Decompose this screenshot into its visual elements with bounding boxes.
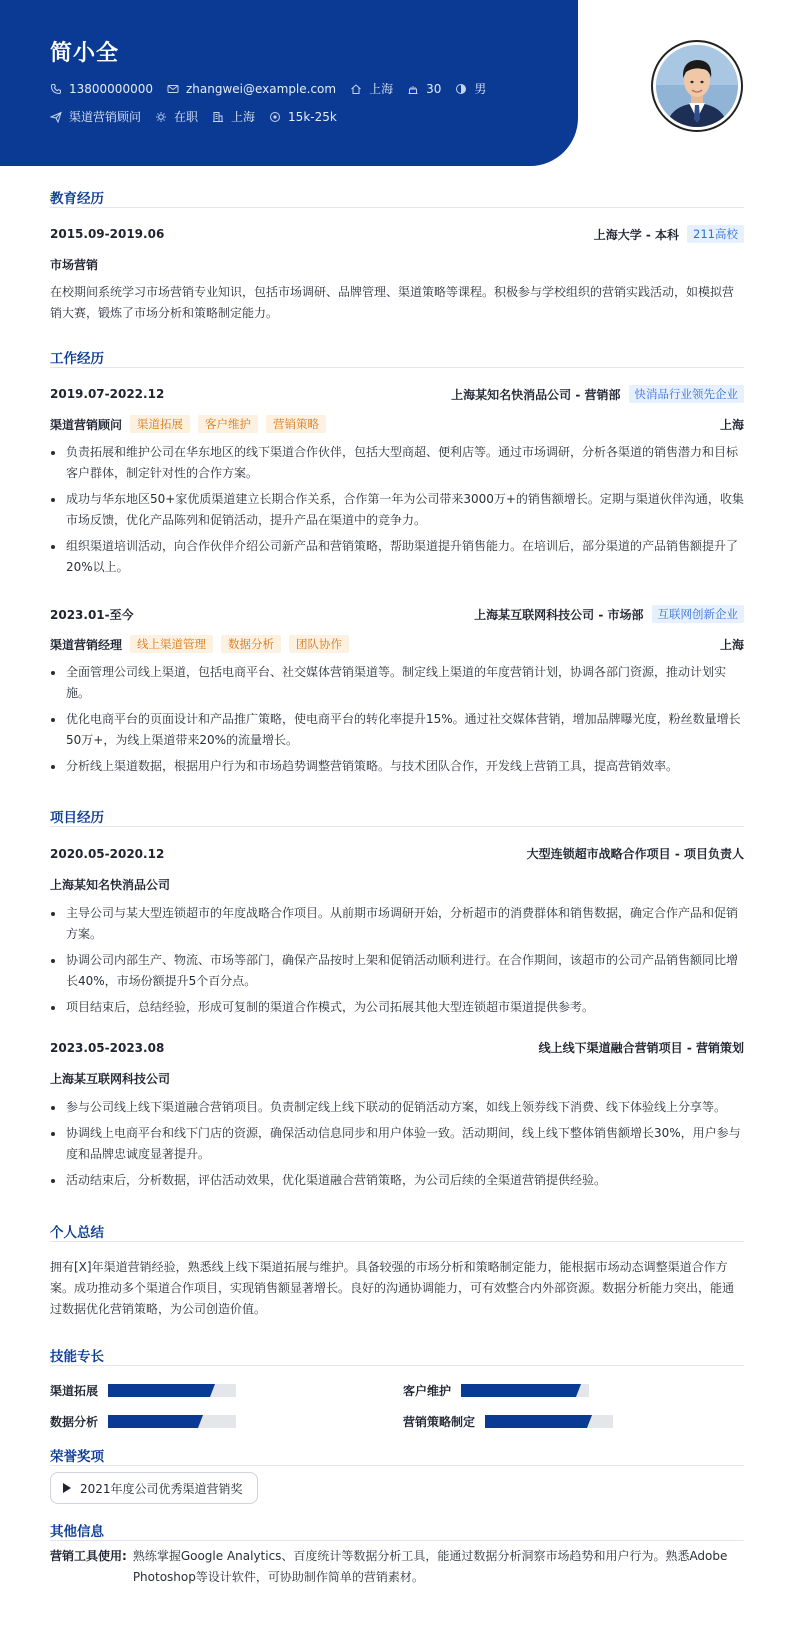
contact-phone [50, 82, 153, 96]
work-position: 渠道营销经理 [50, 637, 123, 652]
section-title-skills: 技能专长 [50, 1349, 104, 1365]
skill-name: 渠道拓展 [50, 1384, 99, 1398]
list-item: 主导公司与某大型连锁超市的年度战略合作项目。从前期市场调研开始，分析超市的消费群体和销售数据，确定合作产品和促销方案。 [50, 903, 744, 945]
contact-row [50, 80, 500, 97]
other-label: 营销工具使用: [50, 1549, 127, 1563]
list-item: 成功与华东地区50+家优质渠道建立长期合作关系，合作第一年为公司带来3000万+的销售额增长。定期与渠道伙伴沟通，收集市场反馈，优化产品陈列和促销活动，提升产品在渠道中的竞争力。 [50, 489, 744, 531]
age-text: 30 [426, 81, 442, 96]
phone-text: 13800000000 [69, 81, 153, 96]
work-company: 上海某互联网科技公司 - 市场部 [474, 607, 644, 622]
work-header-row [50, 605, 744, 623]
contact-city [350, 80, 393, 97]
candidate-name: 简小全 [50, 41, 120, 66]
section-title-projects: 项目经历 [50, 810, 104, 826]
education-school-group [594, 225, 744, 243]
work-city: 上海 [719, 637, 744, 652]
work-company-group [474, 605, 744, 623]
avatar [651, 40, 743, 132]
project-org: 上海某互联网科技公司 [50, 1072, 171, 1086]
list-item: 负责拓展和维护公司在华东地区的线下渠道合作伙伴，包括大型商超、便利店等。通过市场调研，分析各渠道的销售潜力和目标客户群体，制定针对性的合作方案。 [50, 442, 744, 484]
work-bullet-list [50, 662, 744, 782]
home-icon [350, 83, 362, 95]
section-title-work: 工作经历 [50, 351, 104, 367]
work-position-group [50, 415, 326, 433]
section-title-summary: 个人总结 [50, 1225, 104, 1241]
work-tag: 线上渠道管理 [130, 635, 213, 653]
list-item: 协调线上电商平台和线下门店的资源，确保活动信息同步和用户体验一致。活动期间，线上线下整体销售额增长30%，用户参与度和品牌忠诚度显著提升。 [50, 1123, 744, 1165]
education-description: 在校期间系统学习市场营销专业知识，包括市场调研、品牌管理、渠道策略等课程。积极参与学校组织的营销实践活动，如模拟营销大赛，锻炼了市场分析和策略制定能力。 [50, 285, 735, 320]
skill-bar-fill [108, 1415, 198, 1428]
work-position-row [50, 415, 744, 433]
education-header-row [50, 225, 744, 243]
section-title-education: 教育经历 [50, 191, 104, 207]
intent-status-text: 在职 [174, 110, 199, 124]
skill-item [403, 1413, 613, 1430]
other-info-row [50, 1546, 744, 1588]
skill-bar [485, 1415, 613, 1428]
project-org: 上海某知名快消品公司 [50, 878, 171, 892]
gender-text: 男 [474, 82, 487, 96]
work-tag: 数据分析 [221, 635, 281, 653]
intent-position-text: 渠道营销顾问 [69, 110, 142, 124]
skill-bar [108, 1384, 236, 1397]
intent-city [212, 108, 255, 125]
contact-age [407, 82, 441, 96]
city-text: 上海 [369, 82, 394, 96]
skill-name: 营销策略制定 [403, 1415, 476, 1429]
intent-row [50, 108, 351, 125]
intent-salary-text: 15k-25k [288, 109, 337, 124]
education-major-row [50, 256, 744, 273]
section-divider [50, 1540, 744, 1541]
work-tag: 客户维护 [198, 415, 258, 433]
gender-icon [455, 83, 467, 95]
project-header-row [50, 845, 744, 862]
project-name-role: 大型连锁超市战略合作项目 - 项目负责人 [526, 847, 744, 861]
list-item: 参与公司线上线下渠道融合营销项目。负责制定线上线下联动的促销活动方案，如线上领券线下消费、线下体验线上分享等。 [50, 1097, 744, 1118]
work-company-badge: 互联网创新企业 [652, 605, 745, 623]
award-text: 2021年度公司优秀渠道营销奖 [80, 1481, 243, 1496]
mail-icon [167, 83, 179, 95]
intent-position [50, 108, 141, 125]
other-text: 熟练掌握Google Analytics、百度统计等数据分析工具，能通过数据分析洞察市场趋势和用户行为。熟悉Adobe Photoshop等设计软件，可协助制作简单的营销素材。 [132, 1549, 728, 1584]
list-item: 优化电商平台的页面设计和产品推广策略，使电商平台的转化率提升15%。通过社交媒体营销，增加品牌曝光度，粉丝数量增长50万+，为线上渠道带来20%的流量增长。 [50, 709, 744, 751]
section-title-other: 其他信息 [50, 1524, 104, 1540]
project-bullet-list [50, 1097, 744, 1196]
project-org-row [50, 1070, 744, 1087]
work-period: 2019.07-2022.12 [50, 387, 165, 401]
intent-status [155, 108, 198, 125]
work-bullet-list [50, 442, 744, 583]
work-tag: 团队协作 [289, 635, 349, 653]
contact-email[interactable] [167, 82, 336, 96]
section-divider [50, 826, 744, 827]
intent-city-text: 上海 [231, 110, 256, 124]
building-icon [212, 111, 224, 123]
work-company-group [451, 385, 744, 403]
avatar-photo [656, 45, 738, 127]
project-org-row [50, 876, 744, 893]
education-period: 2015.09-2019.06 [50, 227, 165, 241]
project-header-row [50, 1039, 744, 1056]
send-icon [50, 111, 62, 123]
education-school: 上海大学 - 本科 [593, 227, 680, 242]
skill-item [403, 1382, 589, 1399]
section-title-awards: 荣誉奖项 [50, 1449, 104, 1465]
skill-item [50, 1382, 236, 1399]
section-divider [50, 1365, 744, 1366]
skill-name: 数据分析 [50, 1415, 99, 1429]
summary-text: 拥有[X]年渠道营销经验，熟悉线上线下渠道拓展与维护。具备较强的市场分析和策略制定能力，能根据市场动态调整渠道合作方案。成功推动多个渠道合作项目，实现销售额显著增长。良好的沟通协调能力，可有效整合内外部资源。数据分析能力突出，能通过数据优化营销策略，为公司创造价值。 [50, 1260, 735, 1316]
skill-item [50, 1413, 236, 1430]
education-badge: 211高校 [687, 225, 744, 243]
triangle-right-icon [63, 1483, 71, 1493]
list-item: 分析线上渠道数据，根据用户行为和市场趋势调整营销策略。与技术团队合作，开发线上营销工具，提高营销效率。 [50, 756, 744, 777]
list-item: 活动结束后，分析数据，评估活动效果，优化渠道融合营销策略，为公司后续的全渠道营销提供经验。 [50, 1170, 744, 1191]
intent-salary [269, 110, 337, 124]
contact-gender [455, 80, 486, 97]
work-position: 渠道营销顾问 [50, 417, 123, 432]
skill-bar-fill [485, 1415, 587, 1428]
skill-name: 客户维护 [403, 1384, 452, 1398]
section-divider [50, 207, 744, 208]
work-tag: 渠道拓展 [130, 415, 190, 433]
work-period: 2023.01-至今 [50, 607, 134, 622]
skill-bar [108, 1415, 236, 1428]
skill-bar [461, 1384, 589, 1397]
work-position-row [50, 635, 744, 653]
section-divider [50, 367, 744, 368]
work-header-row [50, 385, 744, 403]
status-icon [155, 111, 167, 123]
email-text: zhangwei@example.com [185, 81, 337, 96]
section-divider [50, 1241, 744, 1242]
list-item: 组织渠道培训活动，向合作伙伴介绍公司新产品和营销策略，帮助渠道提升销售能力。在培训后，部分渠道的产品销售额提升了20%以上。 [50, 536, 744, 578]
award-item[interactable] [50, 1472, 258, 1504]
work-company: 上海某知名快消品公司 - 营销部 [451, 387, 621, 402]
education-major: 市场营销 [50, 258, 99, 272]
section-divider [50, 1465, 744, 1466]
phone-icon [50, 83, 62, 95]
list-item: 项目结束后，总结经验，形成可复制的渠道合作模式，为公司拓展其他大型连锁超市渠道提供参考。 [50, 997, 744, 1018]
salary-icon [269, 111, 281, 123]
work-company-badge: 快消品行业领先企业 [629, 385, 745, 403]
project-period: 2020.05-2020.12 [50, 846, 165, 861]
skill-bar-fill [461, 1384, 576, 1397]
project-period: 2023.05-2023.08 [50, 1040, 165, 1055]
work-position-group [50, 635, 349, 653]
project-bullet-list [50, 903, 744, 1023]
list-item: 协调公司内部生产、物流、市场等部门，确保产品按时上架和促销活动顺利进行。在合作期间，该超市的公司产品销售额同比增长40%，市场份额提升5个百分点。 [50, 950, 744, 992]
project-name-role: 线上线下渠道融合营销项目 - 营销策划 [538, 1041, 744, 1055]
work-city: 上海 [719, 417, 744, 432]
skill-bar-fill [108, 1384, 210, 1397]
age-icon [407, 83, 419, 95]
work-tag: 营销策略 [266, 415, 326, 433]
list-item: 全面管理公司线上渠道，包括电商平台、社交媒体营销渠道等。制定线上渠道的年度营销计划，协调各部门资源，推动计划实施。 [50, 662, 744, 704]
